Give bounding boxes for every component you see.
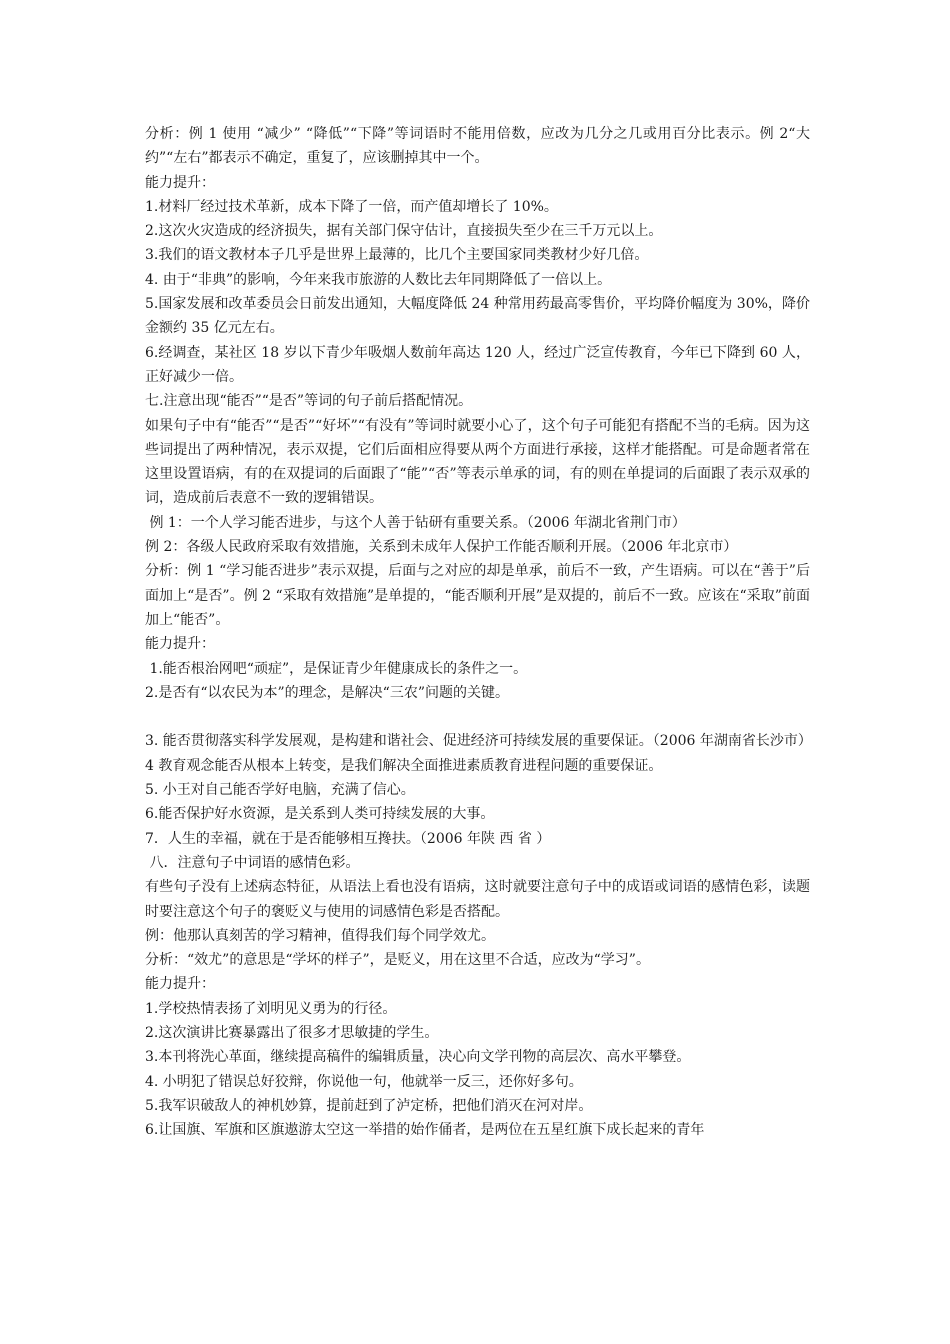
paragraph-line: 6.经调查，某社区 18 岁以下青少年吸烟人数前年高达 120 人，经过广泛宣传教育，今年已下降到 60 人，正好减少一倍。	[145, 344, 810, 385]
paragraph-line: 6.让国旗、军旗和区旗遨游太空这一举措的始作俑者，是两位在五星红旗下成长起来的青年	[145, 1122, 705, 1139]
paragraph-line: 6.能否保护好水资源，是关系到人类可持续发展的大事。	[145, 806, 495, 823]
paragraph-line: 例：他那认真刻苦的学习精神，值得我们每个同学效尤。	[145, 927, 495, 944]
paragraph-line: 3.我们的语文教材本子几乎是世界上最薄的，比几个主要国家同类教材少好几倍。	[145, 247, 649, 264]
paragraph-line: 4. 小明犯了错误总好狡辩，你说他一句，他就举一反三，还你好多句。	[145, 1073, 583, 1090]
paragraph-line: 5. 小王对自己能否学好电脑，充满了信心。	[145, 782, 415, 799]
paragraph-line: 2.这次演讲比赛暴露出了很多才思敏捷的学生。	[145, 1024, 439, 1041]
paragraph-line: 分析：例 1 使用 “减少” “降低”“下降”等词语时不能用倍数，应改为几分之几或用百分比表示。例 2“大约”“左右”都表示不确定，重复了，应该删掉其中一个。	[145, 126, 810, 167]
paragraph-line: 3.本刊将洗心革面，继续提高稿件的编辑质量，决心向文学刊物的高层次、高水平攀登。	[145, 1049, 691, 1066]
paragraph-line: 例 1：一个人学习能否进步，与这个人善于钻研有重要关系。（2006 年湖北省荆门市）	[145, 514, 686, 531]
paragraph-line: 分析：“效尤”的意思是“学坏的样子”，是贬义，用在这里不合适，应改为“学习”。	[145, 952, 650, 969]
document-page	[145, 122, 810, 1142]
paragraph-line: 有些句子没有上述病态特征，从语法上看也没有语病，这时就要注意句子中的成语或词语的感情色彩，读题时要注意这个句子的褒贬义与使用的词感情色彩是否搭配。	[145, 879, 810, 920]
paragraph-line: 能力提升：	[145, 174, 215, 191]
paragraph-line: 能力提升：	[145, 976, 215, 993]
paragraph-line: 7．人生的幸福，就在于是否能够相互搀扶。（2006 年陕 西 省 ）	[145, 830, 551, 847]
paragraph-line: 2.是否有“以农民为本”的理念，是解决“三农”问题的关键。	[145, 684, 509, 701]
paragraph-line: 3. 能否贯彻落实科学发展观，是构建和谐社会、促进经济可持续发展的重要保证。（2006 年湖南省长沙市）	[145, 709, 812, 750]
paragraph-line: 5.我军识破敌人的神机妙算，提前赶到了泸定桥，把他们消灭在河对岸。	[145, 1097, 593, 1114]
paragraph-line: 2.这次火灾造成的经济损失，据有关部门保守估计，直接损失至少在三千万元以上。	[145, 223, 663, 240]
paragraph-line: 5.国家发展和改革委员会日前发出通知，大幅度降低 24 种常用药最高零售价，平均降价幅度为 30%，降价金额约 35 亿元左右。	[145, 296, 810, 337]
paragraph-line: 1.材料厂经过技术革新，成本下降了一倍，而产值却增长了 10%。	[145, 198, 558, 215]
paragraph-line: 如果句子中有“能否”“是否”“好坏”“有没有”等词时就要小心了，这个句子可能犯有搭配不当的毛病。因为这些词提出了两种情况，表示双提，它们后面相应得要从两个方面进行承接，这样才能搭配。可是命题者常在这里设置语病，有的在双提词的后面跟了“能”“否”等表示单承的词，有的则在单提词的后面跟了表示双承的词，造成前后表意不一致的逻辑错误。	[145, 417, 810, 507]
paragraph-line: 七.注意出现“能否”“是否”等词的句子前后搭配情况。	[145, 393, 473, 410]
paragraph-line: 分析：例 1 “学习能否进步”表示双提，后面与之对应的却是单承，前后不一致，产生语病。可以在“善于”后面加上“是否”。例 2 “采取有效措施”是单提的，“能否顺利开展”是双提的，前后不一致。应该在“采取”前面加上“能否”。	[145, 563, 810, 628]
paragraph-line: 1.能否根治网吧“顽症”，是保证青少年健康成长的条件之一。	[145, 660, 528, 677]
paragraph-line: 例 2：各级人民政府采取有效措施，关系到未成年人保护工作能否顺利开展。（2006 年北京市）	[145, 539, 738, 556]
paragraph-line: 4 教育观念能否从根本上转变，是我们解决全面推进素质教育进程问题的重要保证。	[145, 757, 663, 774]
paragraph-line: 1.学校热情表扬了刘明见义勇为的行径。	[145, 1000, 397, 1017]
paragraph-line: 4. 由于“非典”的影响，今年来我市旅游的人数比去年同期降低了一倍以上。	[145, 271, 612, 288]
paragraph-line: 能力提升：	[145, 636, 215, 653]
paragraph-line: 八．注意句子中词语的感情色彩。	[145, 854, 360, 871]
